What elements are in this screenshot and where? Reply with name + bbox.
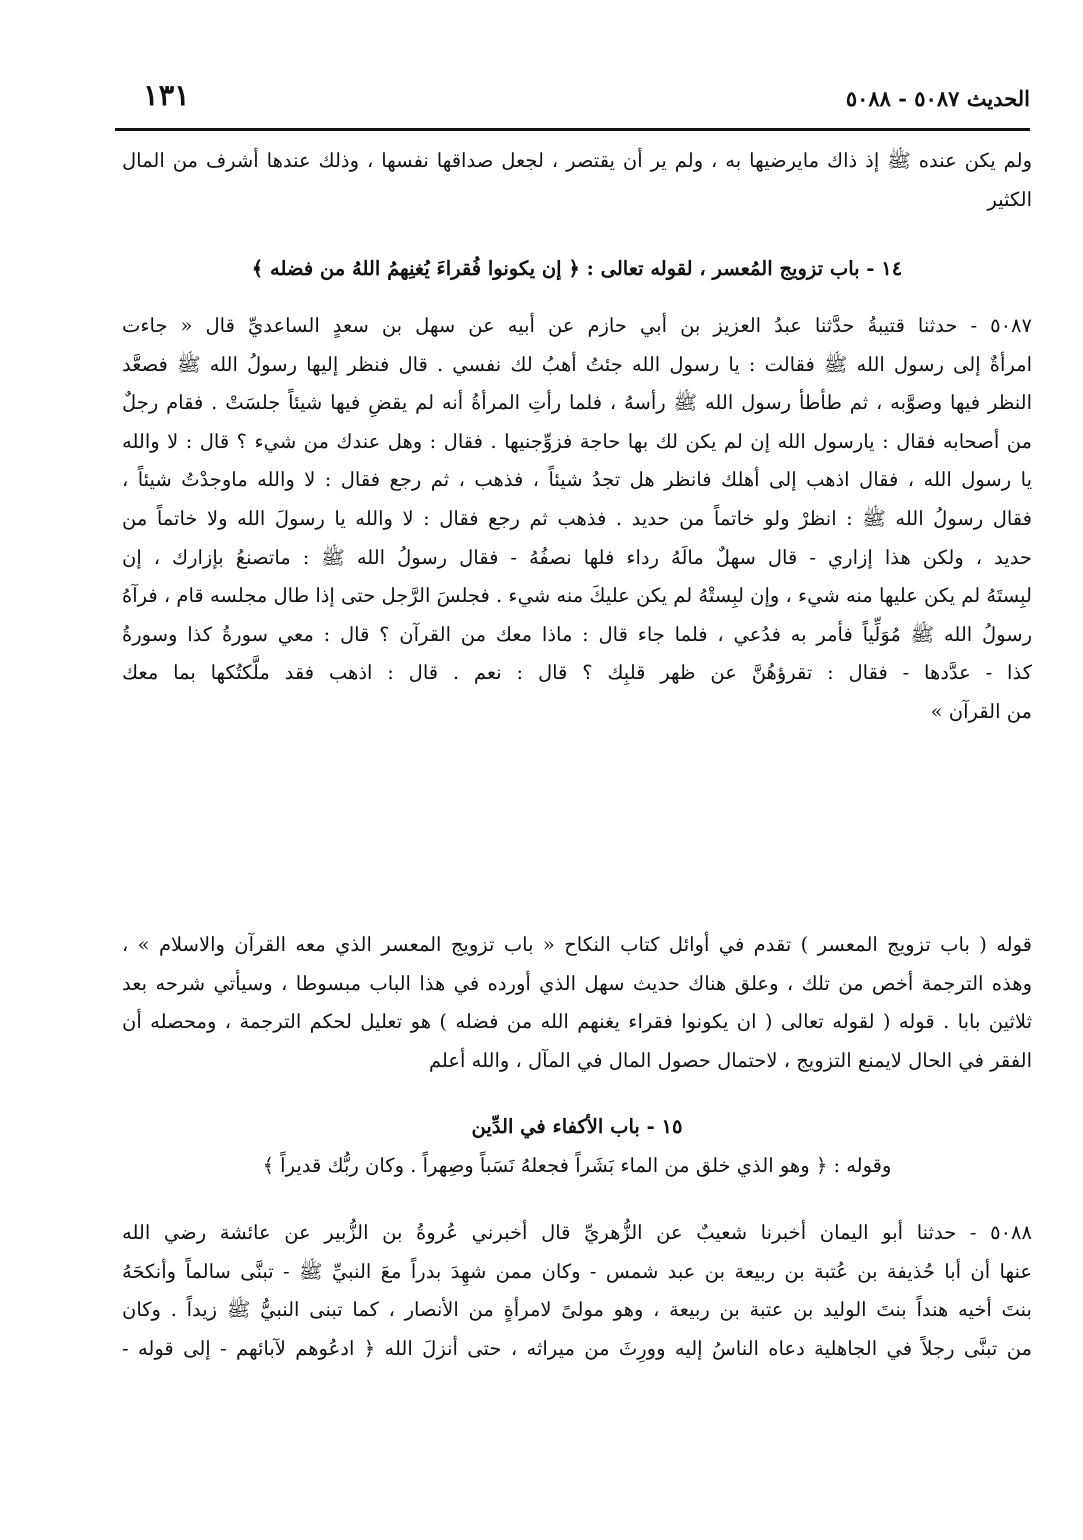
- page-number: ١٣١: [143, 78, 190, 112]
- commentary-line: ثلاثين بابا . قوله ( لقوله تعالى ( ان يكونوا فقراء يغنهم الله من فضله ) هو تعليل لحكم الترجمة ، ومحصله أن: [122, 1010, 1032, 1034]
- hadith-5088: [122, 1214, 1032, 1368]
- hadith-5087: [122, 307, 1032, 732]
- hadith-line: لبِستَهُ لم يكن عليها منه شيء ، وإن لبِستْهُ لم يكن عليكَ منه شيء . فجلسَ الرَّجل حتى إذا طال مجلسه قام ، فرآهُ: [122, 584, 1032, 608]
- commentary-paragraph: [122, 926, 1032, 1080]
- running-title: الحديث ٥٠٨٧ - ٥٠٨٨: [845, 86, 1030, 111]
- chapter-verse: وقوله : ﴿ وهو الذي خلق من الماء بَشَراً فجعلهُ نَسَباً وصِهراً . وكان ربُّك قديراً ﴾: [262, 1153, 892, 1177]
- hadith-line: يا رسول الله ، فقال اذهب إلى أهلك فانظر هل تجدُ شيئاً ، فذهب ، ثم رجع فقال : لا والله ماوجدْتُ شيئاً ،: [122, 468, 1032, 492]
- chapter-heading-15: [122, 1108, 1032, 1185]
- page-header: [115, 78, 1030, 124]
- hadith-line: من تبنَّى رجلاً في الجاهلية دعاه الناسُ إليه وورِثَ من ميراثه ، حتى أنزلَ الله ﴿ ادعُوهم لآبائهم - إلى قوله -: [122, 1336, 1032, 1360]
- hadith-line: كذا - عدَّدها - فقال : تقرؤهُنَّ عن ظهر قلبِك ؟ قال : نعم . قال : اذهب فقد ملَّكتُكها بما معك: [122, 661, 1032, 685]
- chapter-heading-14: [122, 250, 1032, 289]
- hadith-line: فقال رسولُ الله ﷺ : انظرْ ولو خاتماً من حديد . فذهب ثم رجع فقال : لا والله يا رسولَ الله ولا خاتماً من: [122, 506, 1032, 530]
- hadith-line: ٥٠٨٧ - حدثنا قتيبةُ حدَّثنا عبدُ العزيز بن أبي حازم عن أبيه عن سهل بن سعدٍ الساعديِّ قال « جاءت: [122, 314, 1032, 337]
- hadith-line: رسولُ الله ﷺ مُوَلِّياً فأمر به فدُعي ، فلما جاء قال : ماذا معك من القرآن ؟ قال : معي سورةُ كذا وسورةُ: [122, 622, 1032, 646]
- hadith-line: عنها أن أبا حُذيفة بن عُتبة بن ربيعة بن عبد شمس - وكان ممن شهِدَ بدراً معَ النبيِّ ﷺ - تبنَّى سالماً وأنكحَهُ: [122, 1259, 1032, 1283]
- text-line: ولم يكن عنده ﷺ إذ ذاك مايرضيها به ، ولم ير أن يقتصر ، لجعل صداقها نفسها ، وذلك عندها أشرف من المال: [122, 149, 1032, 172]
- chapter-title: ١٤ - باب تزويج المُعسر ، لقوله تعالى : ﴿ إن يكونوا فُقراءَ يُغنِهمُ اللهُ من فضله ﴾: [251, 257, 903, 280]
- hadith-line: امرأةٌ إلى رسول الله ﷺ فقالت : يا رسول الله جئتُ أهبُ لك نفسي . قال فنظر إليها رسولُ الله ﷺ فصعَّد: [122, 352, 1032, 376]
- hadith-line: حديد ، ولكن هذا إزاري - قال سهلٌ مالَهُ رداء فلها نصفُهُ - فقال رسولُ الله ﷺ : ماتصنعُ بإزارك ، إن: [122, 545, 1032, 569]
- hadith-line: من القرآن »: [930, 699, 1032, 723]
- hadith-line: من أصحابه فقال : يارسول الله إن لم يكن لك بها حاجة فزوِّجنيها . فقال : وهل عندك من شيء ؟ قال : لا والله: [122, 429, 1032, 453]
- chapter-title: ١٥ - باب الأكفاء في الدِّين: [471, 1115, 683, 1138]
- commentary-line: الفقر في الحال لايمنع التزويج ، لاحتمال حصول المال في المآل ، والله أعلم: [428, 1048, 1032, 1072]
- header-rule: [115, 128, 1030, 131]
- hadith-line: بنتَ أخيه هنداً بنتَ الوليد بن عتبة بن ربيعة ، وهو مولىً لامرأةٍ من الأنصار ، كما تبنى النبيُّ ﷺ زيداً . وكان: [122, 1298, 1032, 1322]
- hadith-line: النظر فيها وصوَّبه ، ثم طأطأ رسول الله ﷺ رأسهُ ، فلما رأتِ المرأةُ أنه لم يقضِ فيها شيئاً جلسَتْ . فقام رجلٌ: [122, 391, 1032, 415]
- hadith-line: ٥٠٨٨ - حدثنا أبو اليمان أخبرنا شعيبٌ عن الزُّهريِّ قال أخبرني عُروةُ بن الزُّبير عن عائشة رضي الله: [122, 1221, 1032, 1244]
- commentary-line: قوله ( باب تزويج المعسر ) تقدم في أوائل كتاب النكاح « باب تزويج المعسر الذي معه القرآن والاسلام » ،: [122, 933, 1032, 956]
- commentary-line: وهذه الترجمة أخص من تلك ، وعلق هناك حديث سهل الذي أورده في هذا الباب مبسوطا ، وسيأتي شرحه بعد: [122, 971, 1032, 995]
- continuation-paragraph: [122, 142, 1032, 219]
- text-line: الكثير: [987, 187, 1032, 211]
